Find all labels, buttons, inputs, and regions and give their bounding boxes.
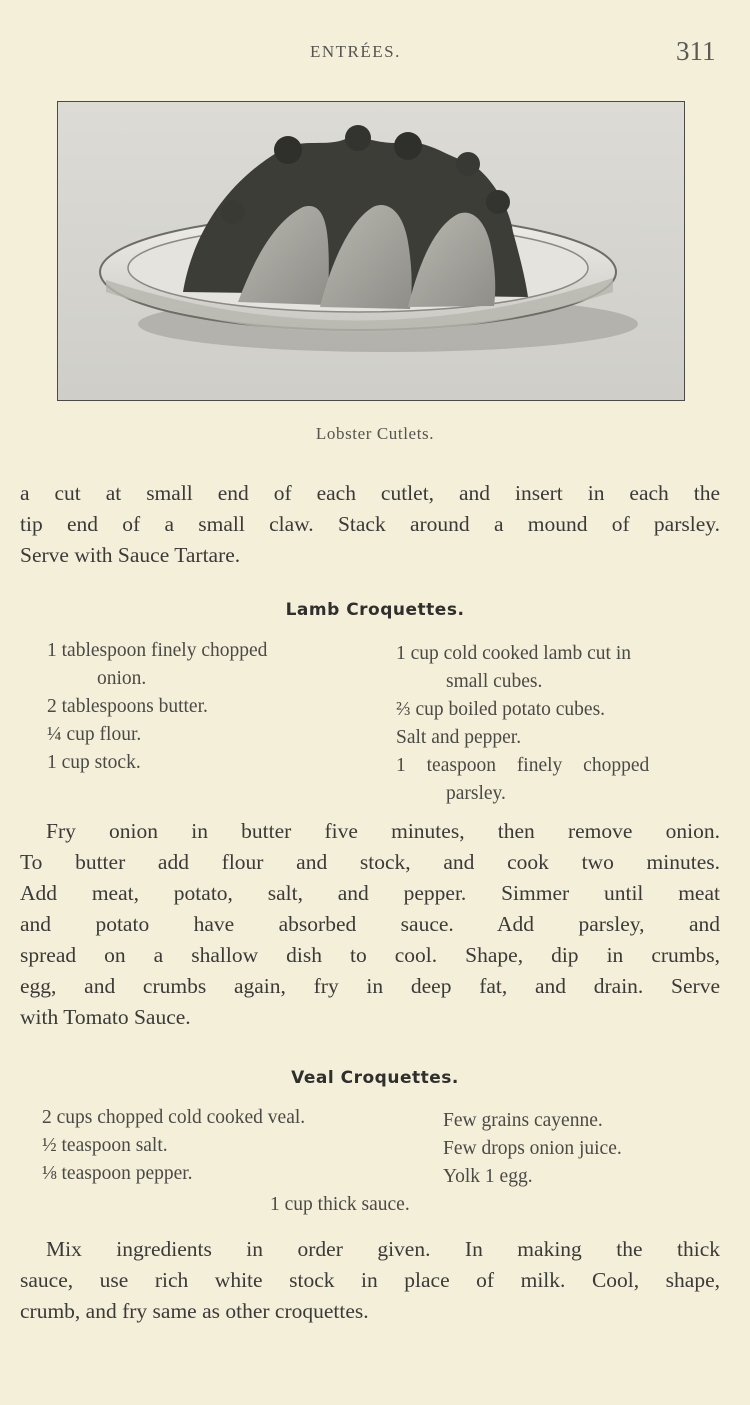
ingredient-line: 1 teaspoon finely chopped bbox=[396, 755, 650, 776]
ingredient-line: Salt and pepper. bbox=[396, 727, 522, 748]
text-line: Add meat, potato, salt, and pepper. Simmer until meat bbox=[20, 881, 720, 905]
text-line: tip end of a small claw. Stack around a mound of parsley. bbox=[20, 512, 720, 536]
text-line: sauce, use rich white stock in place of milk. Cool, shape, bbox=[20, 1268, 720, 1292]
ingredient-line: 2 tablespoons butter. bbox=[47, 696, 208, 717]
intro-paragraph bbox=[20, 478, 720, 571]
ingredient-line: Few drops onion juice. bbox=[443, 1138, 622, 1159]
lamb-ingredients-right bbox=[396, 640, 720, 808]
text-line: Serve with Sauce Tartare. bbox=[20, 543, 241, 567]
text-line: spread on a shallow dish to cool. Shape, dip in crumbs, bbox=[20, 943, 720, 967]
ingredient-line: ⅛ teaspoon pepper. bbox=[42, 1163, 193, 1184]
ingredient-line: 2 cups chopped cold cooked veal. bbox=[42, 1107, 306, 1128]
ingredient-line: 1 cup cold cooked lamb cut in bbox=[396, 643, 632, 664]
text-line: To butter add flour and stock, and cook two minutes. bbox=[20, 850, 720, 874]
veal-ingredient-center bbox=[270, 1191, 490, 1219]
lobster-cutlets-illustration bbox=[57, 101, 685, 401]
text-line: Mix ingredients in order given. In making the thick bbox=[46, 1237, 720, 1261]
figure-caption: Lobster Cutlets. bbox=[315, 424, 435, 443]
text-line: a cut at small end of each cutlet, and insert in each the bbox=[20, 481, 720, 505]
text-line: egg, and crumbs again, fry in deep fat, and drain. Serve bbox=[20, 974, 720, 998]
text-line: with Tomato Sauce. bbox=[20, 1005, 191, 1029]
ingredient-line: onion. bbox=[97, 668, 147, 689]
ingredient-line: 1 cup stock. bbox=[47, 752, 141, 773]
lamb-ingredients-left bbox=[47, 637, 347, 777]
veal-croquettes-heading: Veal Croquettes. bbox=[291, 1068, 459, 1088]
ingredient-line: Few grains cayenne. bbox=[443, 1110, 603, 1131]
ingredient-line: ½ teaspoon salt. bbox=[42, 1135, 168, 1156]
running-head bbox=[0, 36, 750, 70]
veal-ingredients-left bbox=[42, 1104, 412, 1188]
text-line: Fry onion in butter five minutes, then remove onion. bbox=[46, 819, 720, 843]
text-line: crumb, and fry same as other croquettes. bbox=[20, 1299, 369, 1323]
ingredient-line: 1 cup thick sauce. bbox=[270, 1194, 410, 1215]
veal-method-paragraph bbox=[20, 1234, 720, 1327]
ingredient-line: 1 tablespoon finely chopped bbox=[47, 640, 268, 661]
chapter-title: ENTRÉES. bbox=[310, 42, 401, 61]
ingredient-line: small cubes. bbox=[446, 671, 543, 692]
ingredient-line: parsley. bbox=[446, 783, 506, 804]
lamb-croquettes-heading: Lamb Croquettes. bbox=[285, 600, 465, 620]
page-number: 311 bbox=[676, 36, 716, 66]
ingredient-line: Yolk 1 egg. bbox=[443, 1166, 533, 1187]
ingredient-line: ¼ cup flour. bbox=[47, 724, 142, 745]
plate-illustration bbox=[58, 102, 684, 400]
veal-ingredients-right bbox=[443, 1107, 713, 1191]
lamb-method-paragraph bbox=[20, 816, 720, 1033]
text-line: and potato have absorbed sauce. Add parsley, and bbox=[20, 912, 720, 936]
ingredient-line: ⅔ cup boiled potato cubes. bbox=[396, 699, 606, 720]
